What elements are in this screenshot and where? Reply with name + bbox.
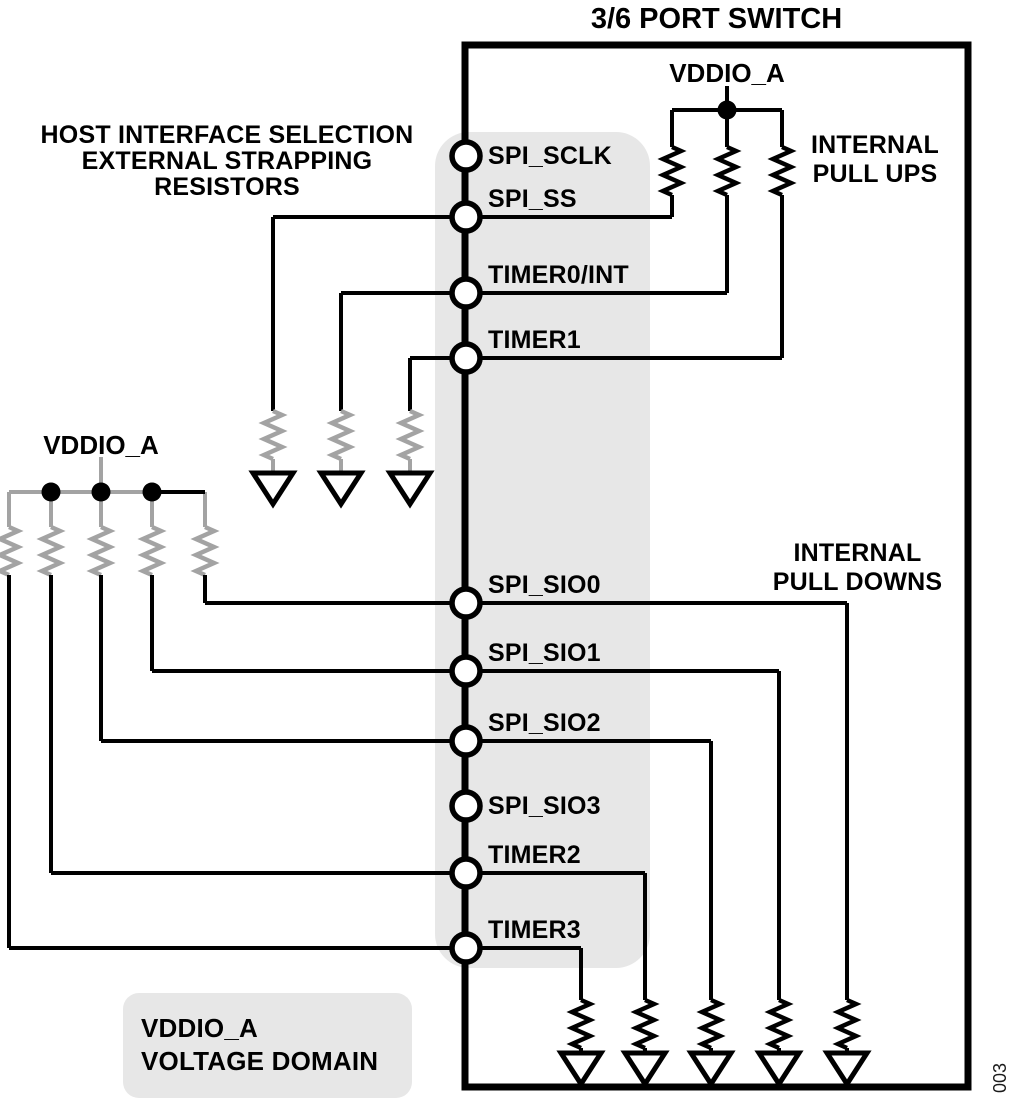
voltage-domain-line1: VDDIO_A: [141, 1013, 258, 1043]
host-interface-line1: HOST INTERFACE SELECTION: [40, 121, 414, 149]
pin-spi-sio0: [452, 589, 480, 617]
pin-label-timer2: TIMER2: [488, 841, 581, 869]
ground-symbol: [625, 1053, 665, 1084]
ground-symbol: [561, 1053, 601, 1084]
ground-symbol: [253, 473, 293, 504]
internal-pull-downs-line2: PULL DOWNS: [772, 568, 943, 596]
diagram-title: 3/6 PORT SWITCH: [590, 3, 843, 35]
host-interface-annotation: [22, 122, 432, 200]
pin-label-spi-sio3: SPI_SIO3: [488, 792, 601, 820]
voltage-domain-legend: [141, 1012, 378, 1078]
pin-spi-sclk: [452, 142, 480, 170]
pin-wires: [9, 217, 847, 948]
figure-number: 003: [990, 1062, 1010, 1094]
pin-timer2: [452, 859, 480, 887]
ground-symbol: [321, 473, 361, 504]
junction-dot: [718, 101, 737, 120]
pin-label-timer3: TIMER3: [488, 916, 581, 944]
pin-spi-sio3: [452, 792, 480, 820]
ground-symbol: [759, 1053, 799, 1084]
pin-label-spi-sclk: SPI_SCLK: [488, 142, 612, 170]
pin-spi-sio1: [452, 657, 480, 685]
host-interface-line2: EXTERNAL STRAPPING: [81, 147, 373, 175]
junction-dots: [42, 483, 162, 502]
pin-label-timer1: TIMER1: [488, 326, 581, 354]
pin-label-spi-sio2: SPI_SIO2: [488, 709, 601, 737]
pin-timer0-int: [452, 279, 480, 307]
pin-label-spi-sio0: SPI_SIO0: [488, 571, 601, 599]
internal-pull-downs: [561, 603, 867, 1084]
internal-pull-ups-annotation: [775, 131, 975, 189]
internal-pull-downs-line1: INTERNAL: [793, 539, 922, 567]
pin-label-spi-sio1: SPI_SIO1: [488, 639, 601, 667]
vddio-a-rail-top-label: VDDIO_A: [669, 58, 785, 88]
pin-label-timer0-int: TIMER0/INT: [488, 261, 629, 289]
vddio-a-rail-left-label: VDDIO_A: [43, 430, 159, 460]
pin-timer3: [452, 934, 480, 962]
ground-symbol: [827, 1053, 867, 1084]
voltage-domain-line2: VOLTAGE DOMAIN: [141, 1046, 379, 1076]
pin-spi-sio2: [452, 727, 480, 755]
internal-pull-ups: [663, 86, 791, 358]
ground-symbol: [390, 473, 430, 504]
pin-label-spi-ss: SPI_SS: [488, 185, 577, 213]
external-strapping-resistors: [253, 217, 430, 504]
host-interface-line3: RESISTORS: [154, 173, 300, 201]
internal-pull-ups-line2: PULL UPS: [812, 160, 938, 188]
internal-pull-ups-line1: INTERNAL: [811, 131, 939, 159]
internal-pull-downs-annotation: [750, 539, 965, 597]
pin-spi-ss: [452, 203, 480, 231]
ground-symbol: [691, 1053, 731, 1084]
pin-timer1: [452, 344, 480, 372]
